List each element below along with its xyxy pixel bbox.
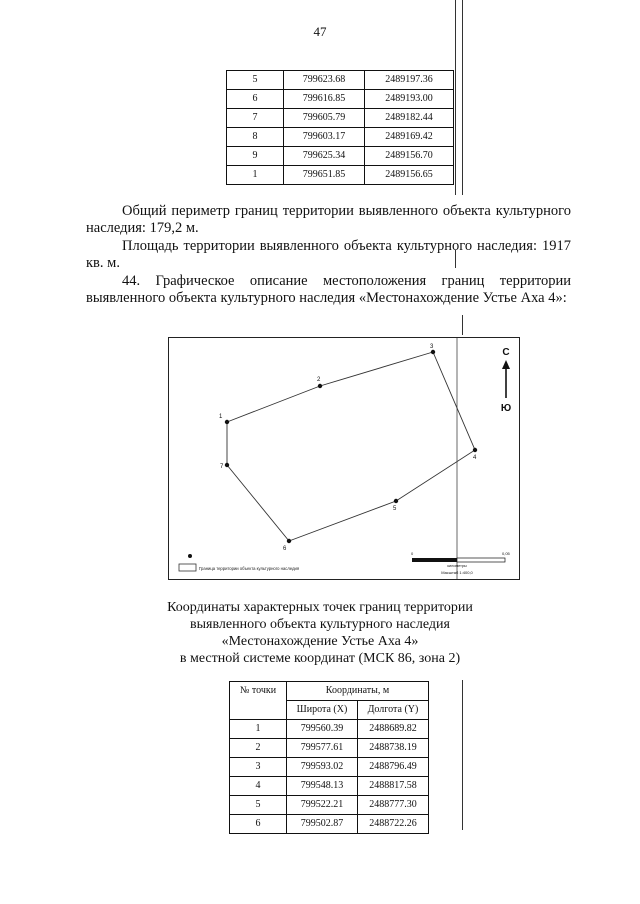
scalebar-unit: километры [447, 564, 467, 568]
legend-label: Граница территории объекта культурного наследия [199, 566, 300, 571]
caption-line-1: Координаты характерных точек границ территории [167, 600, 473, 615]
table-row [230, 796, 429, 815]
y-cell: 2489193.00 [365, 90, 454, 109]
section-44-paragraph: 44. Графическое описание местоположения границ территории выявленного объекта культурного наследия «Местонахождение Устье Аха 4»: [86, 273, 571, 306]
point-cell: 2 [230, 739, 287, 758]
vertex-label-6: 6 [283, 546, 287, 552]
point-cell: 1 [227, 166, 284, 185]
vertex-3 [431, 350, 435, 354]
scale-bar [411, 551, 511, 575]
legend-boundary-icon [179, 564, 196, 571]
legend-point-icon [188, 554, 192, 558]
vertex-7 [225, 463, 229, 467]
point-cell: 6 [227, 90, 284, 109]
vertex-6 [287, 539, 291, 543]
vertex-label-4: 4 [473, 455, 477, 461]
table-header-row [230, 682, 429, 701]
header-coordinates: Координаты, м [287, 682, 429, 701]
y-cell: 2488738.19 [357, 739, 428, 758]
vertex-1 [225, 420, 229, 424]
point-cell: 6 [230, 815, 287, 834]
header-latitude: Широта (X) [287, 701, 358, 720]
x-cell: 799522.21 [287, 796, 358, 815]
table-row [230, 739, 429, 758]
table-row [227, 109, 454, 128]
perimeter-paragraph: Общий периметр границ территории выявленного объекта культурного наследия: 179,2 м. [86, 203, 571, 236]
page-number: 47 [313, 24, 327, 39]
y-cell: 2488817.58 [357, 777, 428, 796]
caption-line-4: в местной системе координат (МСК 86, зона 2) [179, 651, 461, 666]
vertex-label-5: 5 [393, 506, 397, 512]
vertex-5 [394, 499, 398, 503]
table-row [227, 166, 454, 185]
coordinates-table [229, 681, 429, 834]
caption-line-2: выявленного объекта культурного наследия [190, 617, 450, 632]
table-row [230, 777, 429, 796]
boundary-polygon [227, 352, 475, 541]
boundary-map-svg [169, 338, 519, 579]
top-coordinates-table [226, 70, 454, 185]
table-row [230, 720, 429, 739]
y-cell: 2489182.44 [365, 109, 454, 128]
vertex-label-1: 1 [219, 414, 223, 420]
vertex-4 [473, 448, 477, 452]
x-cell: 799605.79 [284, 109, 365, 128]
vertex-2 [318, 384, 322, 388]
table-row [227, 71, 454, 90]
scan-line [455, 0, 456, 195]
point-cell: 5 [227, 71, 284, 90]
x-cell: 799548.13 [287, 777, 358, 796]
point-cell: 3 [230, 758, 287, 777]
scale-text: Масштаб 1:400,0 [441, 570, 473, 575]
north-label: С [502, 347, 510, 358]
point-cell: 8 [227, 128, 284, 147]
table-row [230, 815, 429, 834]
x-cell: 799577.61 [287, 739, 358, 758]
point-cell: 4 [230, 777, 287, 796]
x-cell: 799625.34 [284, 147, 365, 166]
scan-line [462, 680, 463, 830]
boundary-map [168, 337, 520, 580]
y-cell: 2489169.42 [365, 128, 454, 147]
point-cell: 1 [230, 720, 287, 739]
scalebar-max: 0,05 [502, 551, 510, 556]
x-cell: 799603.17 [284, 128, 365, 147]
north-arrow-icon [501, 347, 511, 414]
y-cell: 2489197.36 [365, 71, 454, 90]
table-row [227, 147, 454, 166]
scalebar-zero: 0 [411, 551, 414, 556]
scan-line [462, 315, 463, 335]
table-row [227, 128, 454, 147]
area-paragraph: Площадь территории выявленного объекта культурного наследия: 1917 кв. м. [86, 238, 571, 271]
vertex-label-3: 3 [430, 344, 434, 350]
vertex-label-2: 2 [317, 377, 321, 383]
x-cell: 799502.87 [287, 815, 358, 834]
y-cell: 2488722.26 [357, 815, 428, 834]
y-cell: 2488689.82 [357, 720, 428, 739]
y-cell: 2488777.30 [357, 796, 428, 815]
x-cell: 799593.02 [287, 758, 358, 777]
x-cell: 799616.85 [284, 90, 365, 109]
point-cell: 5 [230, 796, 287, 815]
table-row [227, 90, 454, 109]
y-cell: 2489156.65 [365, 166, 454, 185]
header-point-number: № точки [230, 682, 287, 720]
point-cell: 9 [227, 147, 284, 166]
header-longitude: Долгота (Y) [357, 701, 428, 720]
scan-line [462, 0, 463, 195]
x-cell: 799623.68 [284, 71, 365, 90]
table-row [230, 758, 429, 777]
point-cell: 7 [227, 109, 284, 128]
y-cell: 2488796.49 [357, 758, 428, 777]
vertex-label-7: 7 [220, 464, 224, 470]
caption-line-3: «Местонахождение Устье Аха 4» [221, 634, 419, 649]
x-cell: 799651.85 [284, 166, 365, 185]
x-cell: 799560.39 [287, 720, 358, 739]
y-cell: 2489156.70 [365, 147, 454, 166]
map-legend [179, 554, 299, 571]
south-label: Ю [500, 403, 512, 414]
